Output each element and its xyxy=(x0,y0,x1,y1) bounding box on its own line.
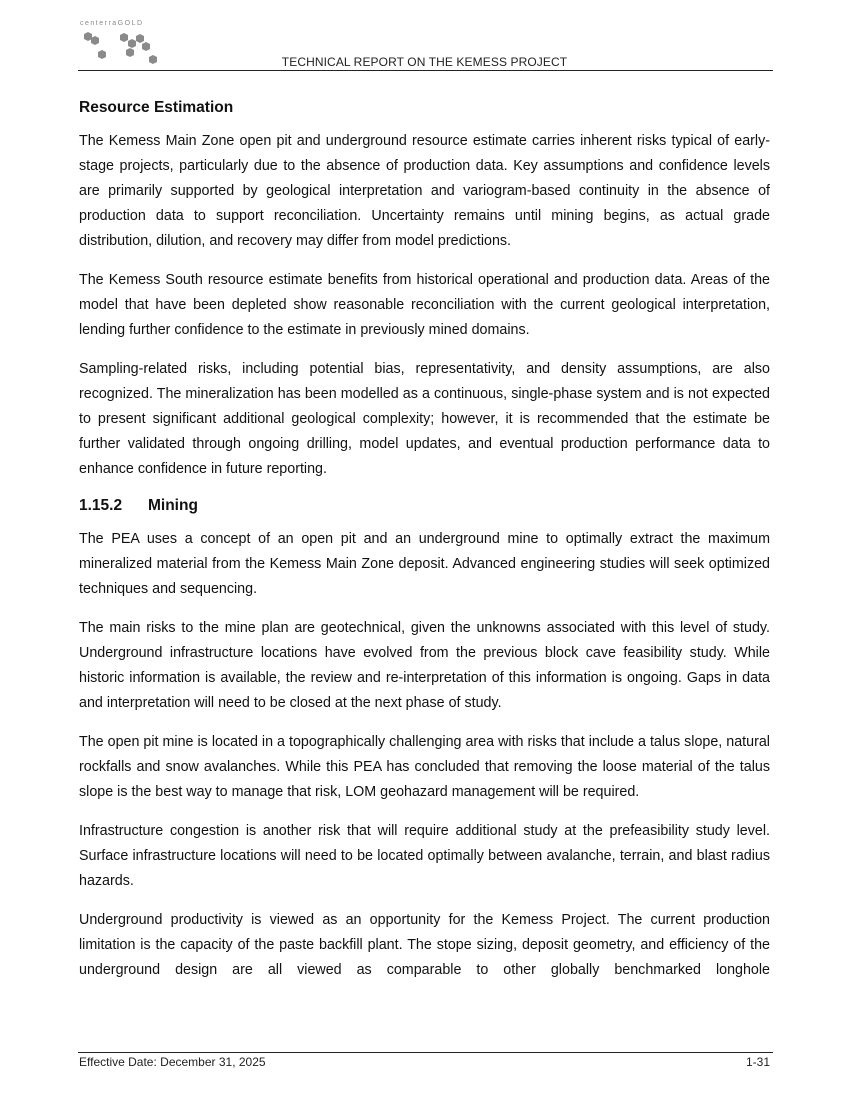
section-number: 1.15.2 xyxy=(79,497,123,514)
paragraph: Sampling-related risks, including potential bias, representativity, and density assumptions, are also recognized. The mineralization has been modelled as a continuous, single-phase system and is not expected to present significant additional geological complexity; however, it is recommended that the estimate be further validated through ongoing drilling, model updates, and eventual production performance data to enhance confidence in future reporting. xyxy=(79,361,770,477)
header-divider xyxy=(78,70,773,71)
logo-wordmark: centerraGOLD xyxy=(80,20,144,27)
paragraph: The PEA uses a concept of an open pit and an underground mine to optimally extract the maximum mineralized material from the Kemess Main Zone deposit. Advanced engineering studies will seek optimized techniques and sequencing. xyxy=(79,531,770,597)
paragraph: The Kemess Main Zone open pit and underground resource estimate carries inherent risks typical of early-stage projects, particularly due to the absence of production data. Key assumptions and confidence levels are primarily supported by geological interpretation and variogram-based continuity in the absence of production data to support reconciliation. Uncertainty remains until mining begins, as actual grade distribution, dilution, and recovery may differ from model predictions. xyxy=(79,133,770,249)
footer-effective-date: Effective Date: December 31, 2025 xyxy=(79,1055,266,1069)
document-header-title: TECHNICAL REPORT ON THE KEMESS PROJECT xyxy=(281,55,568,69)
paragraph: The open pit mine is located in a topographically challenging area with risks that include a talus slope, natural rockfalls and snow avalanches. While this PEA has concluded that removing the loose material of the talus slope is the best way to manage that risk, LOM geohazard management will be required. xyxy=(79,734,770,800)
paragraph: Infrastructure congestion is another risk that will require additional study at the prefeasibility study level. Surface infrastructure locations will need to be located optimally between avalanche, terrain, and blast radius hazards. xyxy=(79,823,770,889)
section-heading-mining xyxy=(79,496,770,516)
section-title: Mining xyxy=(148,497,198,514)
footer-page-number: 1-31 xyxy=(745,1055,770,1069)
footer-divider xyxy=(78,1052,773,1053)
paragraph: The main risks to the mine plan are geotechnical, given the unknowns associated with this level of study. Underground infrastructure locations have evolved from the previous block cave feasibility study. While historic information is available, the review and re-interpretation of this information is ongoing. Gaps in data and interpretation will need to be closed at the next phase of study. xyxy=(79,620,770,711)
section-heading-resource-estimation: Resource Estimation xyxy=(79,99,234,116)
paragraph: The Kemess South resource estimate benefits from historical operational and production data. Areas of the model that have been depleted show reasonable reconciliation with the current geological interpretation, lending further confidence to the estimate in previously mined domains. xyxy=(79,272,770,338)
page-body xyxy=(79,98,770,997)
paragraph: Underground productivity is viewed as an opportunity for the Kemess Project. The current production limitation is the capacity of the paste backfill plant. The stope sizing, deposit geometry, and efficiency of the underground design are all viewed as comparable to other globally benchmarked longhole xyxy=(79,912,770,978)
